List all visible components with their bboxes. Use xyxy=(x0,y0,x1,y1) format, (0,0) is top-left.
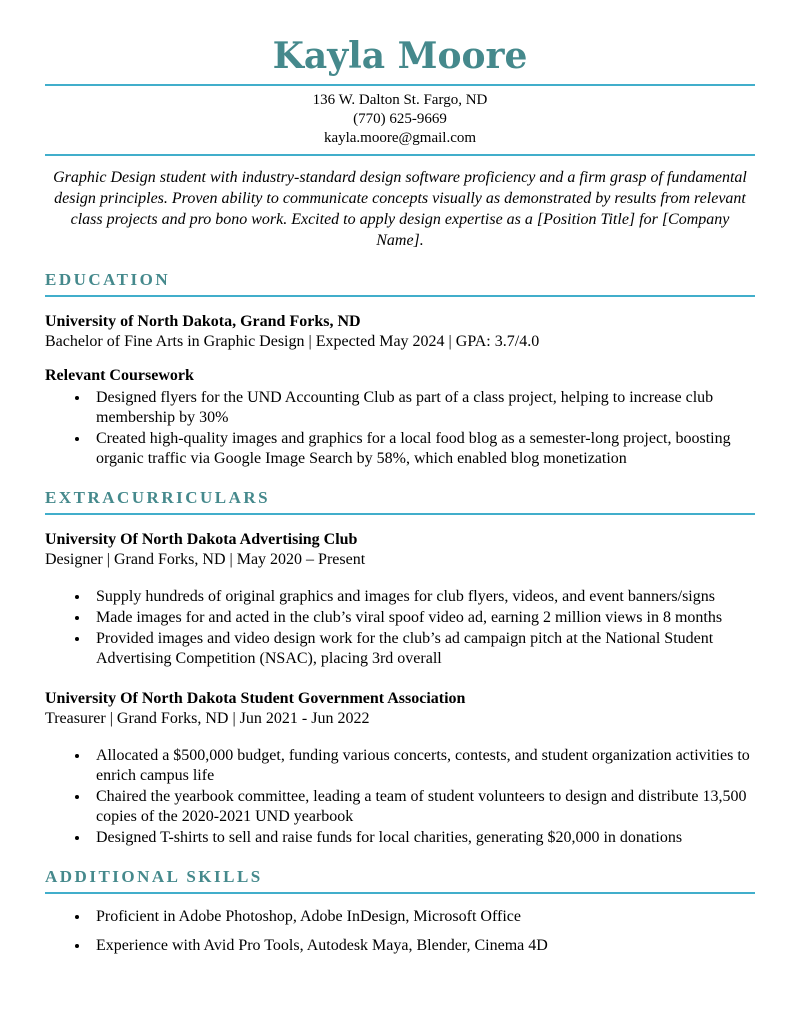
section-heading-extracurriculars: EXTRACURRICULARS xyxy=(45,488,755,515)
bullet-item: • Created high-quality images and graphics for a local food blog as a semester-long project, boosting organic traffic via Google Image Search by 58%, which enabled blog monetization xyxy=(90,429,755,469)
education-school: University of North Dakota, Grand Forks, ND xyxy=(45,313,361,331)
entry-meta: Designer | Grand Forks, ND | May 2020 – Present xyxy=(45,551,366,569)
bullet-item: • Made images for and acted in the club’s viral spoof video ad, earning 2 million views in 8 months xyxy=(90,608,755,628)
entry-organization: University Of North Dakota Student Government Association xyxy=(45,690,466,708)
bullet-item: • Supply hundreds of original graphics and images for club flyers, videos, and event banners/signs xyxy=(90,587,755,607)
education-degree-line: Bachelor of Fine Arts in Graphic Design | Expected May 2024 | GPA: 3.7/4.0 xyxy=(45,333,540,351)
bullet-item: • Designed T-shirts to sell and raise funds for local charities, generating $20,000 in donations xyxy=(90,828,755,848)
skills-bullet-list xyxy=(45,907,755,956)
bullet-item: • Chaired the yearbook committee, leading a team of student volunteers to design and distribute 13,500 copies of the 2020-2021 UND yearbook xyxy=(90,787,755,827)
education-coursework-heading: Relevant Coursework xyxy=(45,367,194,385)
extracurricular-entry xyxy=(45,689,755,848)
entry-organization: University Of North Dakota Advertising Club xyxy=(45,531,358,549)
resume-header xyxy=(45,36,755,156)
section-heading-education: EDUCATION xyxy=(45,270,755,297)
contact-info xyxy=(45,86,755,154)
bullet-item: • Experience with Avid Pro Tools, Autodesk Maya, Blender, Cinema 4D xyxy=(90,936,755,956)
contact-email: kayla.moore@gmail.com xyxy=(323,130,477,147)
contact-address: 136 W. Dalton St. Fargo, ND xyxy=(312,92,488,109)
candidate-name: Kayla Moore xyxy=(272,35,528,77)
entry-meta: Treasurer | Grand Forks, ND | Jun 2021 - Jun 2022 xyxy=(45,710,370,728)
entry-bullet-list xyxy=(45,746,755,848)
entry-bullet-list xyxy=(45,587,755,669)
education-bullet-list xyxy=(45,388,755,469)
extracurricular-entry xyxy=(45,530,755,669)
bullet-item: • Provided images and video design work for the club’s ad campaign pitch at the National Student Advertising Competition (NSAC), placing 3rd overall xyxy=(90,629,755,669)
header-divider-bottom xyxy=(45,154,755,156)
summary-paragraph: Graphic Design student with industry-standard design software proficiency and a firm grasp of fundamental design principles. Proven ability to communicate concepts visually as demonstrated by results from relevant class projects and pro bono work. Excited to apply design expertise as a [Position Title] for [Company Name]. xyxy=(53,169,747,250)
contact-phone: (770) 625-9669 xyxy=(353,111,447,128)
section-additional-skills xyxy=(45,867,755,956)
section-education xyxy=(45,270,755,469)
bullet-item: • Designed flyers for the UND Accounting Club as part of a class project, helping to increase club membership by 30% xyxy=(90,388,755,428)
bullet-item: • Allocated a $500,000 budget, funding various concerts, contests, and student organization activities to enrich campus life xyxy=(90,746,755,786)
bullet-item: • Proficient in Adobe Photoshop, Adobe InDesign, Microsoft Office xyxy=(90,907,755,927)
section-extracurriculars xyxy=(45,488,755,848)
section-heading-additional-skills: ADDITIONAL SKILLS xyxy=(45,867,755,894)
